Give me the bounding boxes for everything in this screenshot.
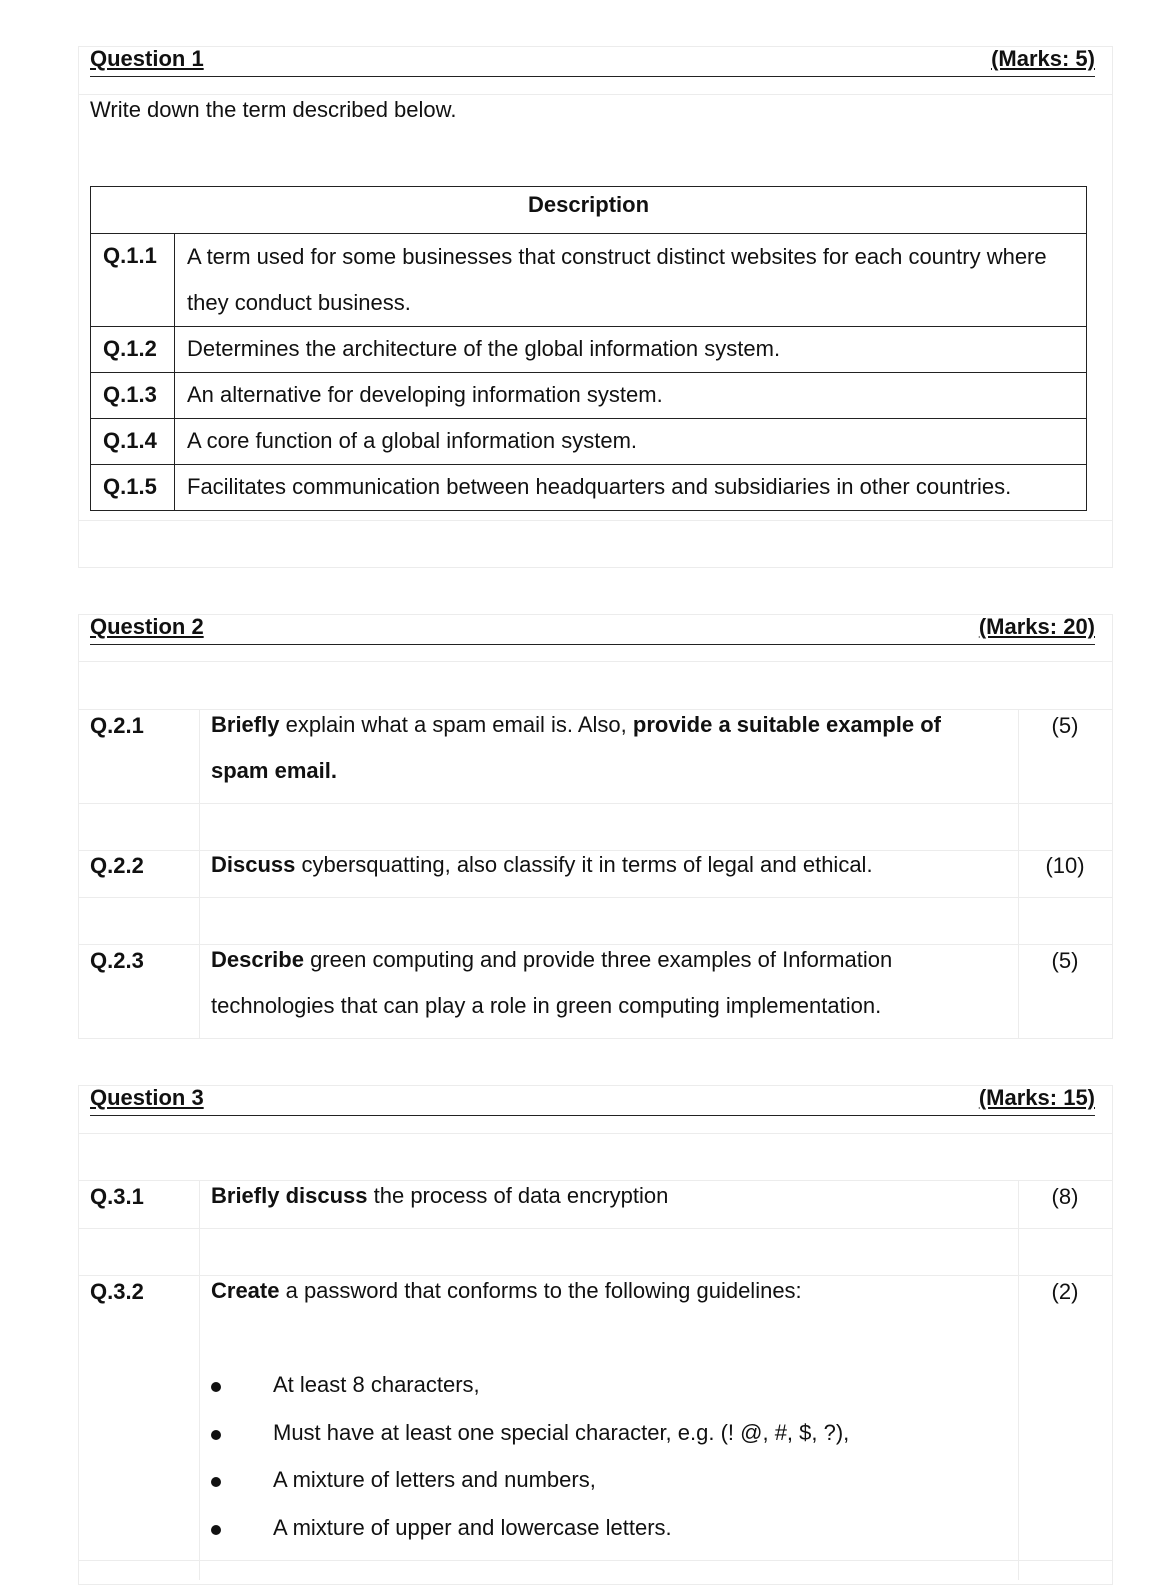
question-code: Q.2.1 xyxy=(90,713,144,738)
description-table-header-row xyxy=(91,187,1087,234)
q3-frame-line xyxy=(199,1180,200,1580)
question-1-instruction: Write down the term described below. xyxy=(90,97,457,122)
question-verb: Briefly discuss xyxy=(211,1183,368,1208)
question-2-heading xyxy=(90,614,1095,645)
q3-frame-line xyxy=(78,1228,1113,1229)
q2-frame-line xyxy=(199,709,200,1039)
question-verb: Briefly xyxy=(211,712,280,737)
question-marks: (5) xyxy=(1051,948,1079,973)
question-1-heading xyxy=(90,46,1095,77)
row-code: Q.1.3 xyxy=(91,373,175,419)
row-description: An alternative for developing information system. xyxy=(175,373,1087,419)
question-body: a password that conforms to the following guidelines: xyxy=(279,1278,802,1303)
q2-frame-line xyxy=(78,803,1113,804)
question-3-marks: (Marks: 15) xyxy=(978,1085,1095,1110)
list-item: A mixture of upper and lowercase letters. xyxy=(273,1515,672,1540)
question-marks: (10) xyxy=(1045,853,1085,878)
table-row xyxy=(91,327,1087,373)
description-table xyxy=(90,186,1087,511)
bullet-dot-icon xyxy=(211,1430,225,1444)
question-verb: Create xyxy=(211,1278,280,1303)
question-1-marks: (Marks: 5) xyxy=(991,46,1095,71)
q2-frame-line xyxy=(1018,709,1019,1039)
question-marks: (8) xyxy=(1051,1184,1079,1209)
q3-frame-line xyxy=(78,1560,1113,1561)
bullet-dot-icon xyxy=(211,1382,225,1396)
question-code: Q.2.2 xyxy=(90,853,144,878)
row-description xyxy=(175,234,1087,327)
question-emphasis: provide a suitable example of spam email. xyxy=(211,712,941,783)
table-row xyxy=(91,373,1087,419)
question-2-title: Question 2 xyxy=(90,614,204,639)
q3-frame xyxy=(78,1085,1113,1585)
q2-frame-line xyxy=(78,661,1113,662)
question-text xyxy=(211,702,1001,794)
list-item: Must have at least one special character, e.g. (! @, #, $, ?), xyxy=(273,1420,850,1445)
q3-frame-line xyxy=(78,1133,1113,1134)
table-row xyxy=(91,234,1087,327)
question-body: green computing and provide three examples of Information technologies that can play a role in green computing implementation. xyxy=(211,947,893,1018)
description-header: Description xyxy=(91,187,1087,234)
list-item: A mixture of letters and numbers, xyxy=(273,1467,596,1492)
question-verb: Describe xyxy=(211,947,304,972)
question-code: Q.2.3 xyxy=(90,948,144,973)
row-code: Q.1.1 xyxy=(91,234,175,327)
question-marks: (5) xyxy=(1051,713,1079,738)
row-description: A core function of a global information system. xyxy=(175,419,1087,465)
list-item: At least 8 characters, xyxy=(273,1372,480,1397)
question-marks: (2) xyxy=(1051,1279,1079,1304)
question-code: Q.3.2 xyxy=(90,1279,144,1304)
question-body: explain what a spam email is. Also, xyxy=(279,712,633,737)
question-body: cybersquatting, also classify it in terms of legal and ethical. xyxy=(295,852,873,877)
question-2-marks: (Marks: 20) xyxy=(978,614,1095,639)
question-text xyxy=(211,842,1001,888)
row-description-text: A term used for some businesses that construct distinct websites for each country where they conduct business. xyxy=(187,244,1047,315)
question-verb: Discuss xyxy=(211,852,296,877)
bullet-dot-icon xyxy=(211,1525,225,1539)
question-text xyxy=(211,937,951,1029)
row-description: Determines the architecture of the global information system. xyxy=(175,327,1087,373)
q1-frame-line xyxy=(78,520,1113,521)
row-code: Q.1.4 xyxy=(91,419,175,465)
bullet-dot-icon xyxy=(211,1477,225,1491)
table-row xyxy=(91,465,1087,511)
question-code: Q.3.1 xyxy=(90,1184,144,1209)
row-description: Facilitates communication between headquarters and subsidiaries in other countries. xyxy=(175,465,1087,511)
question-3-heading xyxy=(90,1085,1095,1116)
row-code: Q.1.5 xyxy=(91,465,175,511)
q1-frame-line xyxy=(78,94,1113,95)
question-1-title: Question 1 xyxy=(90,46,204,71)
table-row xyxy=(91,419,1087,465)
question-text xyxy=(211,1173,1001,1219)
question-text xyxy=(211,1268,1001,1314)
q3-frame-line xyxy=(1018,1180,1019,1580)
q2-frame-line xyxy=(78,897,1113,898)
question-3-title: Question 3 xyxy=(90,1085,204,1110)
question-body: the process of data encryption xyxy=(367,1183,669,1208)
row-code: Q.1.2 xyxy=(91,327,175,373)
